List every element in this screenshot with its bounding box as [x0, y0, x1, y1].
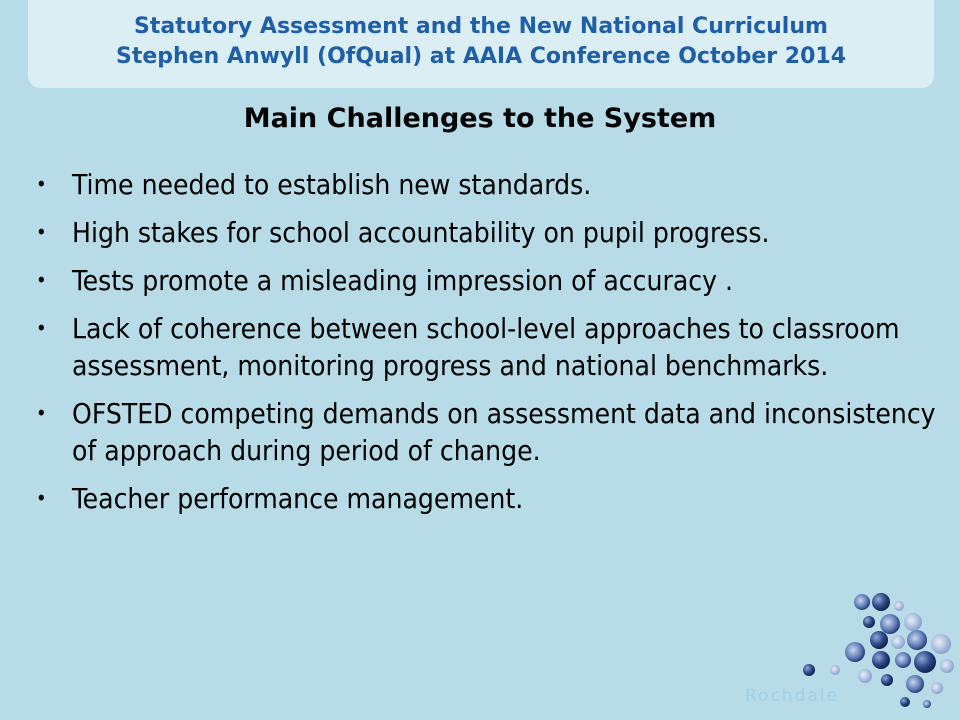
bullet-item [36, 262, 936, 299]
bullet-icon: • [36, 486, 47, 510]
header-title: Statutory Assessment and the New National Curriculum [134, 14, 828, 39]
header-box [28, 0, 934, 88]
bullet-text: Tests promote a misleading impression of accuracy . [72, 264, 734, 297]
bullet-item [36, 395, 936, 469]
bullet-item [36, 310, 936, 384]
slide-title: Main Challenges to the System [243, 103, 717, 134]
bullet-item [36, 480, 936, 517]
bullet-text: Lack of coherence between school-level approaches to classroom assessment, monitoring progress and national benchmarks. [72, 312, 900, 382]
bullet-icon: • [36, 220, 47, 244]
bullet-list [36, 166, 936, 528]
bullet-item [36, 166, 936, 203]
bullet-text: Time needed to establish new standards. [72, 168, 592, 201]
bullet-text: High stakes for school accountability on pupil progress. [72, 216, 770, 249]
bullet-icon: • [36, 172, 47, 196]
logo-text: Rochdale [745, 686, 839, 706]
bullet-icon: • [36, 401, 47, 425]
bullet-item [36, 214, 936, 251]
header-subtitle: Stephen Anwyll (OfQual) at AAIA Conference October 2014 [115, 44, 847, 69]
bullet-icon: • [36, 316, 47, 340]
bullet-icon: • [36, 268, 47, 292]
bullet-text: Teacher performance management. [72, 482, 524, 515]
bullet-text: OFSTED competing demands on assessment data and inconsistency of approach during period of change. [72, 397, 936, 467]
